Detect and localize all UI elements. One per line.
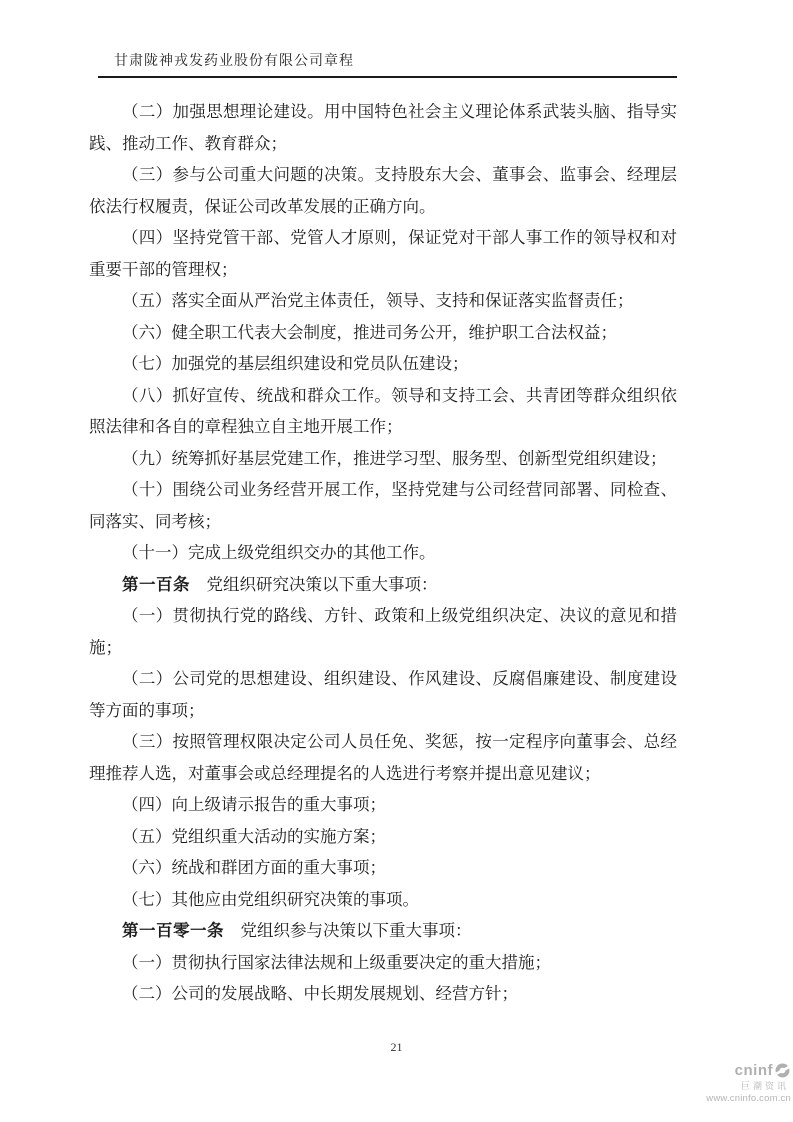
paragraph: （三）按照管理权限决定公司人员任免、奖惩，按一定程序向董事会、总经理推荐人选，对董事会或总经理提名的人选进行考察并提出意见建议；	[89, 732, 677, 783]
paragraph: （四）坚持党管干部、党管人才原则，保证党对干部人事工作的领导权和对重要干部的管理权；	[89, 228, 677, 279]
document-body	[89, 96, 677, 1010]
paragraph: （十）围绕公司业务经营开展工作，坚持党建与公司经营同部署、同检查、同落实、同考核；	[89, 480, 677, 531]
article-number: 第一百条	[122, 574, 190, 594]
header-divider	[98, 76, 677, 78]
paragraph: （二）公司党的思想建设、组织建设、作风建设、反腐倡廉建设、制度建设等方面的事项；	[89, 669, 677, 720]
paragraph: （五）党组织重大活动的实施方案；	[122, 826, 386, 846]
paragraph: （二）公司的发展战略、中长期发展规划、经营方针；	[122, 984, 518, 1003]
cninfo-logo	[705, 1062, 791, 1079]
cninfo-brand-name: 巨潮资讯	[740, 1081, 789, 1091]
paragraph: （六）统战和群团方面的重大事项；	[122, 858, 386, 877]
cninfo-url: www.cninfo.com.cn	[706, 1093, 791, 1104]
paragraph: （二）加强思想理论建设。用中国特色社会主义理论体系武装头脑、指导实践、推动工作、教育群众；	[89, 102, 677, 153]
paragraph: （六）健全职工代表大会制度，推进司务公开，维护职工合法权益；	[122, 322, 617, 342]
paragraph: （一）贯彻执行党的路线、方针、政策和上级党组织决定、决议的意见和措施；	[89, 606, 677, 657]
paragraph: （四）向上级请示报告的重大事项；	[122, 795, 386, 814]
header-title: 甘肃陇神戎发药业股份有限公司章程	[114, 54, 354, 69]
cninfo-logo-text: cninf	[734, 1062, 773, 1079]
page-number: 21	[390, 1040, 403, 1054]
paragraph: （八）抓好宣传、统战和群众工作。领导和支持工会、共青团等群众组织依照法律和各自的章程独立自主地开展工作；	[89, 385, 677, 436]
cninfo-swirl-icon	[774, 1062, 791, 1079]
paragraph: （七）加强党的基层组织建设和党员队伍建设；	[122, 354, 469, 373]
cninfo-watermark	[705, 1062, 791, 1104]
paragraph: 第一百条 党组织研究决策以下重大事项：	[122, 574, 438, 594]
article-number: 第一百零一条	[122, 921, 224, 940]
paragraph: 第一百零一条 党组织参与决策以下重大事项：	[122, 921, 472, 940]
paragraph: （一）贯彻执行国家法律法规和上级重要决定的重大措施；	[122, 952, 551, 972]
paragraph: （十一）完成上级党组织交办的其他工作。	[122, 543, 436, 562]
paragraph: （五）落实全面从严治党主体责任，领导、支持和保证落实监督责任；	[122, 291, 634, 310]
paragraph: （三）参与公司重大问题的决策。支持股东大会、董事会、监事会、经理层依法行权履责，保证公司改革发展的正确方向。	[89, 165, 677, 216]
paragraph: （九）统筹抓好基层党建工作，推进学习型、服务型、创新型党组织建设；	[122, 448, 667, 468]
paragraph: （七）其他应由党组织研究决策的事项。	[122, 889, 419, 909]
